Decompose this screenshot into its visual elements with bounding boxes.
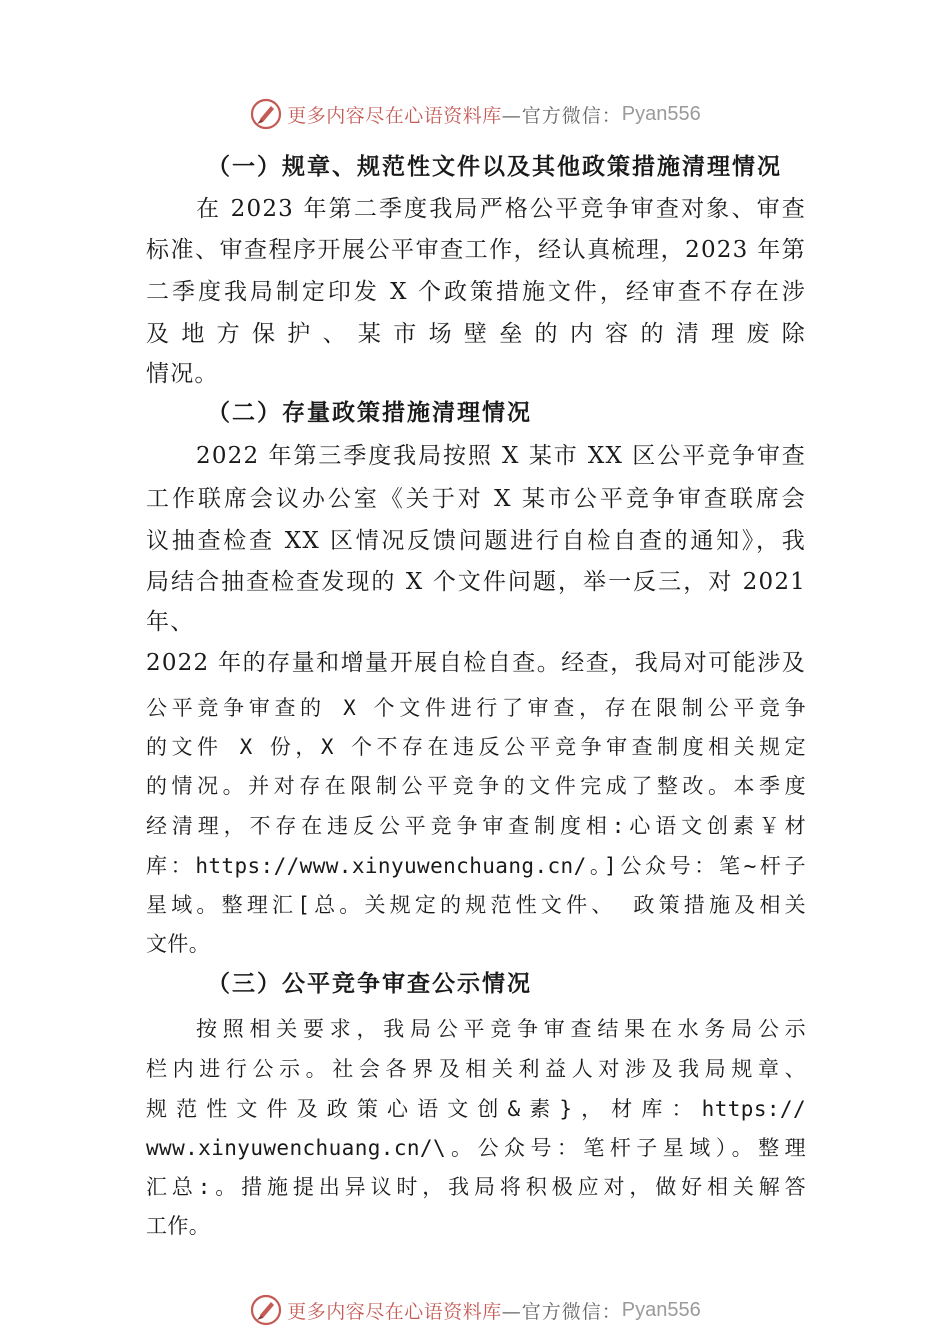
- paragraph-line: 年、: [146, 609, 195, 635]
- paragraph-line: 文件。: [146, 932, 211, 956]
- paragraph-line: 工作。: [146, 1214, 211, 1238]
- paragraph-line: 工作联席会议办公室《关于对 X 某市公平竞争审查联席会: [146, 486, 806, 512]
- section-heading-2: （二）存量政策措施清理情况: [207, 399, 532, 426]
- paragraph-line: 局结合抽查检查发现的 X 个文件问题，举一反三，对 2021: [146, 569, 806, 595]
- paragraph-line: 标准、审查程序开展公平审查工作，经认真梳理，2023 年第: [146, 237, 806, 263]
- watermark-banner-bottom: [0, 1290, 950, 1330]
- paragraph-line: 的情况。并对存在限制公平竞争的文件完成了整改。本季度: [146, 774, 806, 798]
- paragraph-line: 二季度我局制定印发 X 个政策措施文件，经审查不存在涉: [146, 279, 806, 305]
- paragraph-line: www.xinyuwenchuang.cn/\。公众号：笔杆子星域）。整理: [146, 1136, 806, 1160]
- paragraph-line: 星域。整理汇[总。关规定的规范性文件、 政策措施及相关: [146, 893, 806, 917]
- paragraph-line: 在 2023 年第二季度我局严格公平竞争审查对象、审查: [196, 196, 806, 222]
- section-heading-3: （三）公平竞争审查公示情况: [207, 970, 532, 997]
- paragraph-line: 2022 年第三季度我局按照 X 某市 XX 区公平竞争审查: [196, 443, 806, 469]
- watermark-separator: —官方微信：: [501, 1300, 622, 1323]
- paragraph-line: 的文件 X 份，X 个不存在违反公平竞争审查制度相关规定: [146, 735, 806, 759]
- paragraph-line: 及地方保护、某市场壁垒的内容的清理废除: [146, 321, 806, 347]
- paragraph-line: 库：https://www.xinyuwenchuang.cn/。]公众号：笔~杆子: [146, 854, 806, 878]
- watermark-brand: 更多内容尽在心语资料库: [287, 104, 502, 127]
- section-heading-1: （一）规章、规范性文件以及其他政策措施清理情况: [207, 153, 782, 180]
- brand-logo-icon: [249, 1293, 283, 1327]
- paragraph-line: 规范性文件及政策心语文创&素}，材库：https://: [146, 1097, 806, 1121]
- paragraph-line: 按照相关要求，我局公平竞争审查结果在水务局公示: [196, 1017, 806, 1041]
- watermark-wechat-id: Pyan556: [621, 1298, 701, 1321]
- paragraph-line: 栏内进行公示。社会各界及相关利益人对涉及我局规章、: [146, 1057, 806, 1081]
- watermark-separator: —官方微信：: [501, 104, 622, 127]
- paragraph-line: 公平竞争审查的 X 个文件进行了审查，存在限制公平竞争: [146, 696, 806, 720]
- paragraph-line: 经清理，不存在违反公平竞争审查制度相:心语文创素￥材: [146, 814, 806, 838]
- watermark-brand: 更多内容尽在心语资料库: [287, 1300, 502, 1323]
- paragraph-line: 2022 年的存量和增量开展自检自查。经查，我局对可能涉及: [146, 650, 806, 676]
- watermark-wechat-id: Pyan556: [621, 102, 701, 125]
- paragraph-line: 议抽查检查 XX 区情况反馈问题进行自检自查的通知》，我: [146, 528, 806, 554]
- paragraph-line: 情况。: [146, 361, 219, 387]
- paragraph-line: 汇总:。措施提出异议时，我局将积极应对，做好相关解答: [146, 1175, 806, 1199]
